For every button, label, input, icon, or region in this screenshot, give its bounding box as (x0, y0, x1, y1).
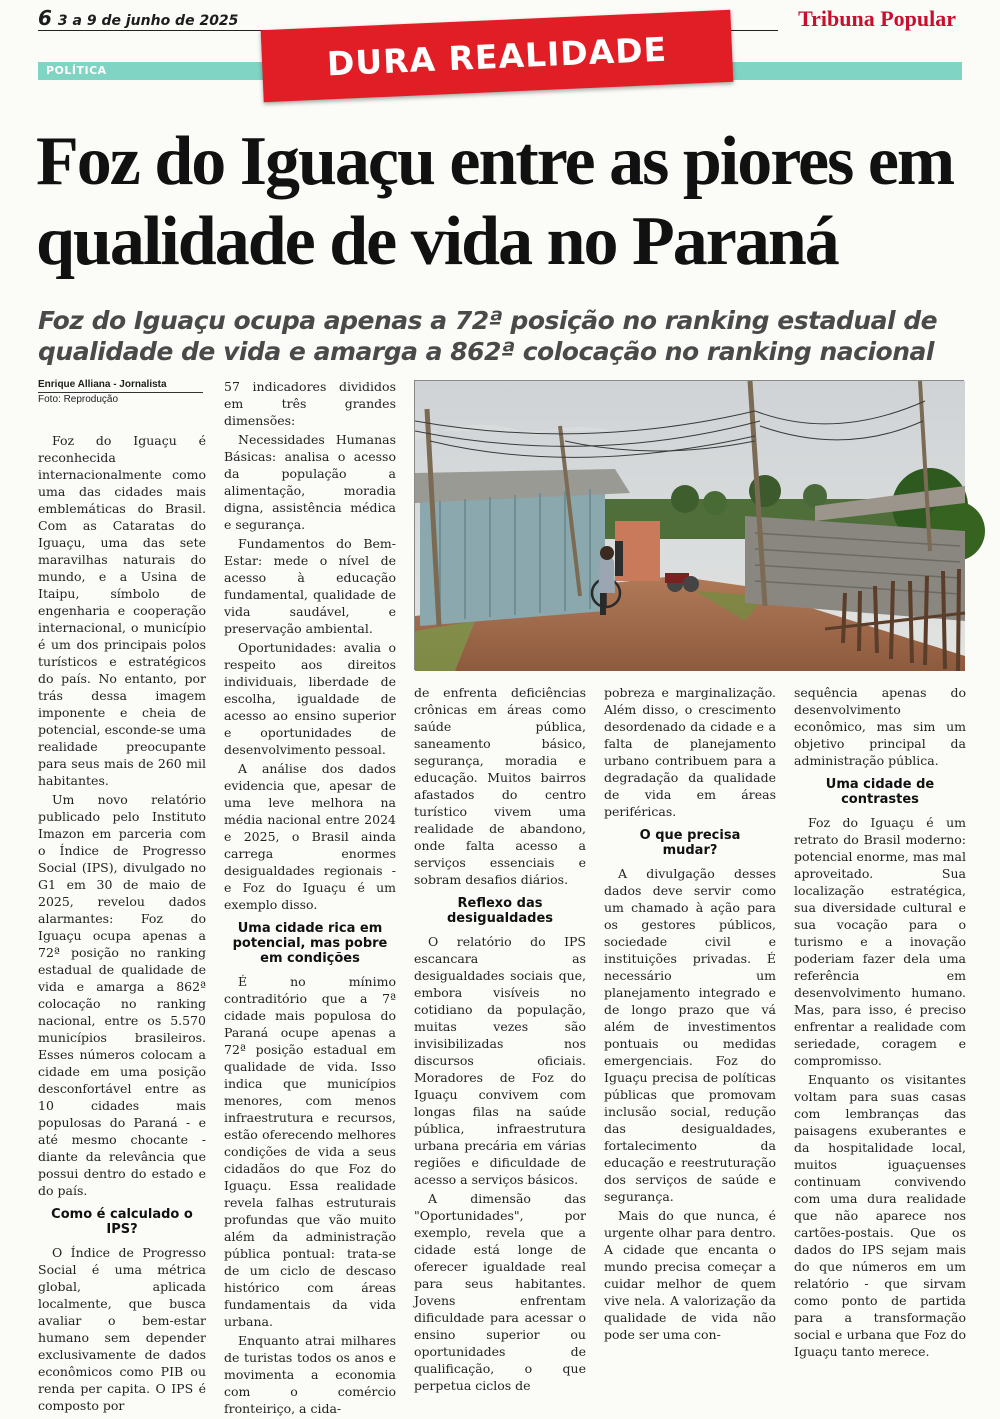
paragraph: Enquanto os visitantes voltam para suas casas com lembranças das paisagens exuberantes e da hospitalidade local, muitos iguaçuenses continuam convivendo com uma dura realidade que não aparece nos cartões-postais. Que os dados do IPS sejam mais do que números em um relatório - que sirvam como ponto de partida para a transformação social e urbana que Foz do Iguaçu tanto merece. (794, 1072, 966, 1359)
section-heading-ips: Como é calculado o IPS? (51, 1207, 193, 1237)
section-heading-contrastes: Uma cidade de contrastes (825, 777, 935, 807)
text-column-3 (414, 684, 586, 1396)
paragraph: pobreza e marginalização. Além disso, o crescimento desordenado da cidade e a falta de planejamento urbano contribuem para a degradação da qualidade de vida em áreas periféricas. (604, 685, 776, 819)
byline (38, 378, 203, 406)
edition-date: 3 a 9 de junho de 2025 (57, 13, 239, 29)
paragraph: Necessidades Humanas Básicas: analisa o acesso da população a alimentação, moradia digna, assistência médica e segurança. (224, 432, 396, 532)
paragraph: Oportunidades: avalia o respeito aos direitos individuais, liberdade de escolha, igualdade de acesso ao ensino superior e oportunidades de desenvolvimento pessoal. (224, 640, 396, 757)
paragraph: de enfrenta deficiências crônicas em áreas como saúde pública, saneamento básico, segurança, moradia e educação. Muitos bairros afastados do centro turístico vivem uma realidade de abandono, onde falta acesso a serviços essenciais e sobram desafios diários. (414, 685, 586, 887)
paragraph: A dimensão das "Oportunidades", por exemplo, revela que a cidade está longe de oferecer igualdade real para seus habitantes. Jovens enfrentam dificuldade para acessar o ensino superior ou oportunidades de qualificação, o que perpetua ciclos de (414, 1191, 586, 1393)
paragraph: Enquanto atrai milhares de turistas todos os anos e movimenta a economia com o comércio fronteiriço, a cida- (224, 1333, 396, 1416)
section-heading-mudar: O que precisa mudar? (639, 828, 741, 858)
paragraph: Foz do Iguaçu é reconhecida internacionalmente como uma das cidades mais emblemáticas do Brasil. Com as Cataratas do Iguaçu, uma das sete maravilhas naturais do mundo, e a Usina de Itaipu, símbolo de engenharia e cooperação internacional, o município é um dos principais polos turísticos e estratégicos do país. No entanto, por trás dessa imagem imponente e cheia de potencial, esconde-se uma realidade preocupante para seus mais de 260 mil habitantes. (38, 433, 206, 788)
headline: Foz do Iguaçu entre as piores em qualidade de vida no Paraná (36, 123, 954, 280)
kicker-banner (261, 10, 734, 102)
text-column-1 (38, 432, 206, 1416)
section-label: POLÍTICA (46, 64, 107, 77)
paragraph: A análise dos dados evidencia que, apesar de uma leve melhora na média nacional entre 2024 e 2025, o Brasil ainda carrega enormes desigualdades regionais - e Foz do Iguaçu é um exemplo disso. (224, 761, 396, 912)
section-heading-reflexo: Reflexo das desigualdades (446, 896, 554, 926)
paragraph: Fundamentos do Bem-Estar: mede o nível de acesso à educação fundamental, qualidade de vida saudável, e preservação ambiental. (224, 536, 396, 636)
kicker-text: DURA REALIDADE (326, 29, 668, 83)
author: Enrique Alliana - Jornalista (38, 378, 203, 393)
paragraph: Foz do Iguaçu é um retrato do Brasil moderno: potencial enorme, mas mal aproveitado. Sua localização estratégica, sua diversidade cultural e sua vocação para o turismo e a inovação poderiam fazer dela uma referência em desenvolvimento humano. Mas, para isso, é preciso enfrentar a realidade com seriedade, coragem e compromisso. (794, 815, 966, 1068)
subheadline: Foz do Iguaçu ocupa apenas a 72ª posição no ranking estadual de qualidade de vida e amarga a 862ª colocação no ranking nacional (38, 306, 938, 366)
folio (38, 6, 238, 30)
page-number: 6 (38, 6, 52, 30)
paragraph: O relatório do IPS escancara as desigualdades sociais que, embora visíveis no cotidiano da população, muitas vezes são invisibilizadas nos discursos oficiais. Moradores de Foz do Iguaçu convivem com longas filas na saúde pública, infraestrutura urbana precária em várias regiões e dificuldade de acesso a serviços básicos. (414, 934, 586, 1187)
paragraph: O Índice de Progresso Social é uma métrica global, aplicada localmente, que busca avaliar o bem-estar humano sem depender exclusivamente de dados econômicos como PIB ou renda per capita. O IPS é composto por (38, 1245, 206, 1413)
paragraph: Um novo relatório publicado pelo Instituto Imazon em parceria com o Índice de Progresso Social (IPS), divulgado no G1 em 30 de maio de 2025, revelou dados alarmantes: Foz do Iguaçu ocupa apenas a 72ª posição no ranking estadual de qualidade de vida e amarga a 862ª colocação no ranking nacional, entre os 5.570 municípios brasileiros. Esses números colocam a cidade em uma posição desconfortável entre as 10 cidades mais populosas do Paraná - e até mesmo chocante - diante da relevância que possui dentro do estado e do país. (38, 792, 206, 1198)
paragraph: Mais do que nunca, é urgente olhar para dentro. A cidade que encanta o mundo precisa começar a cuidar melhor de quem vive nela. A valorização da qualidade de vida não pode ser uma con- (604, 1208, 776, 1342)
paragraph: É no mínimo contraditório que a 7ª cidade mais populosa do Paraná ocupe apenas a 72ª posição estadual em qualidade de vida. Isso indica que municípios menores, com menos infraestrutura e recursos, estão oferecendo melhores condições de vida a seus cidadãos do que Foz do Iguaçu. Essa realidade revela falhas estruturais profundas que vão muito além da administração pública pontual: trata-se de um ciclo de descaso histórico com áreas fundamentais da vida urbana. (224, 974, 396, 1329)
text-column-5 (794, 684, 966, 1362)
text-column-2 (224, 378, 396, 1419)
photo-credit: Foto: Reprodução (38, 394, 119, 405)
article-photo (414, 380, 964, 670)
publication-name: Tribuna Popular (798, 6, 956, 31)
paragraph: sequência apenas do desenvolvimento econômico, mas sim um objetivo principal da administração pública. (794, 685, 966, 768)
paragraph: A divulgação desses dados deve servir como um chamado à ação para os gestores públicos, sociedade civil e instituições privadas. É necessário um planejamento integrado e de longo prazo que vá além de investimentos pontuais ou medidas emergenciais. Foz do Iguaçu precisa de políticas públicas que promovam inclusão social, redução das desigualdades, fortalecimento da educação e reestruturação dos serviços de saúde e segurança. (604, 866, 776, 1204)
text-column-4 (604, 684, 776, 1345)
section-heading-potencial: Uma cidade rica em potencial, mas pobre em condições (232, 921, 388, 966)
paragraph: 57 indicadores divididos em três grandes dimensões: (224, 379, 396, 428)
